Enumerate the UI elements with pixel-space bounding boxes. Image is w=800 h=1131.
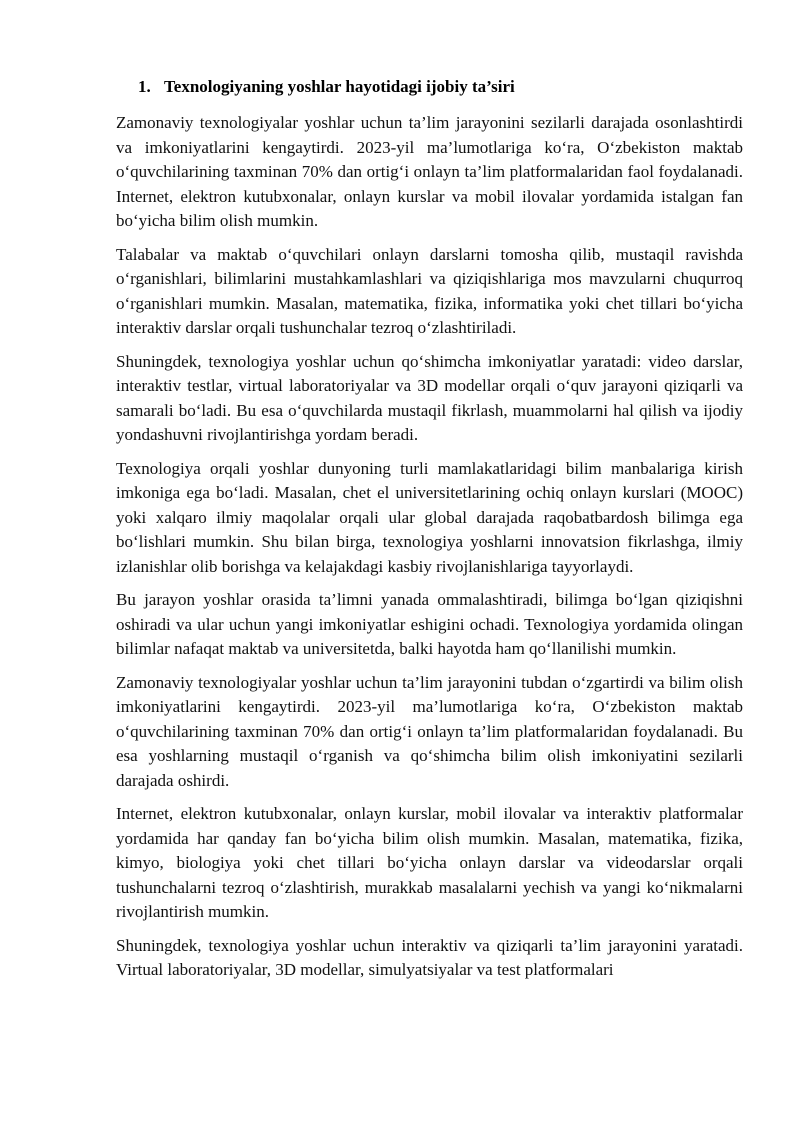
section-heading [138,75,515,99]
paragraph: Bu jarayon yoshlar orasida ta’limni yanada ommalashtiradi, bilimga bo‘lgan qiziqishni oshiradi va ular uchun yangi imkoniyatlar eshigini ochadi. Texnologiya yordamida olingan bilimlar nafaqat maktab va universitetda, balki hayotda ham qo‘llanilishi mumkin. [116,590,743,658]
paragraph: Shuningdek, texnologiya yoshlar uchun interaktiv va qiziqarli ta’lim jarayonini yaratadi. Virtual laboratoriyalar, 3D modellar, simulyatsiyalar va test platformalari [116,935,743,979]
paragraph: Texnologiya orqali yoshlar dunyoning turli mamlakatlaridagi bilim manbalariga kirish imkoniga ega bo‘ladi. Masalan, chet el universitetlarining ochiq onlayn kurslari (MOOC) yoki xalqaro ilmiy maqolalar orqali ular global darajada raqobatbardosh bilimga ega bo‘lishlari mumkin. Shu bilan birga, texnologiya yoshlarni innovatsion fikrlashga, ilmiy izlanishlar olib borishga va kelajakdagi kasbiy rivojlanishlariga tayyorlaydi. [116,458,743,576]
document-body [116,111,743,992]
paragraph: Internet, elektron kutubxonalar, onlayn kurslar, mobil ilovalar va interaktiv platformalar yordamida har qanday fan bo‘yicha bilim olish mumkin. Masalan, matematika, fizika, kimyo, biologiya yoki chet tillari bo‘yicha onlayn darslar va videodarslar orqali tushunchalarni tezroq o‘zlashtirish, murakkab masalalarni yechish va yangi ko‘nikmalarni rivojlantirish mumkin. [116,804,743,921]
section-title: Texnologiyaning yoshlar hayotidagi ijobiy ta’siri [164,77,515,96]
section-number: 1. [138,77,151,96]
paragraph: Zamonaviy texnologiyalar yoshlar uchun ta’lim jarayonini sezilarli darajada osonlashtirdi va imkoniyatlarini kengaytirdi. 2023-yil ma’lumotlariga ko‘ra, O‘zbekiston maktab o‘quvchilarining taxminan 70% dan ortig‘i onlayn ta’lim platformalaridan faol foydalanadi. Internet, elektron kutubxonalar, onlayn kurslar va mobil ilovalar yordamida istalgan fan bo‘yicha bilim olish mumkin. [116,113,743,230]
paragraph: Zamonaviy texnologiyalar yoshlar uchun ta’lim jarayonini tubdan o‘zgartirdi va bilim olish imkoniyatlarini kengaytirdi. 2023-yil ma’lumotlariga ko‘ra, O‘zbekiston maktab o‘quvchilarining taxminan 70% dan ortig‘i onlayn ta’lim platformalaridan foydalanadi. Bu esa yoshlarning mustaqil o‘rganish va qo‘shimcha bilim olish imkoniyatini sezilarli darajada oshirdi. [116,672,743,790]
paragraph: Shuningdek, texnologiya yoshlar uchun qo‘shimcha imkoniyatlar yaratadi: video darslar, interaktiv testlar, virtual laboratoriyalar va 3D modellar orqali o‘quv jarayoni qiziqarli va samarali bo‘ladi. Bu esa o‘quvchilarda mustaqil fikrlash, muammolarni hal qilish va ijodiy yondashuvni rivojlantirishga yordam beradi. [116,351,743,444]
paragraph: Talabalar va maktab o‘quvchilari onlayn darslarni tomosha qilib, mustaqil ravishda o‘rganishlari, bilimlarini mustahkamlashlari va qiziqishlariga mos mavzularni chuqurroq o‘rganishlari mumkin. Masalan, matematika, fizika, informatika yoki chet tillari bo‘yicha interaktiv darslar orqali tushunchalar tezroq o‘zlashtiriladi. [116,244,743,337]
